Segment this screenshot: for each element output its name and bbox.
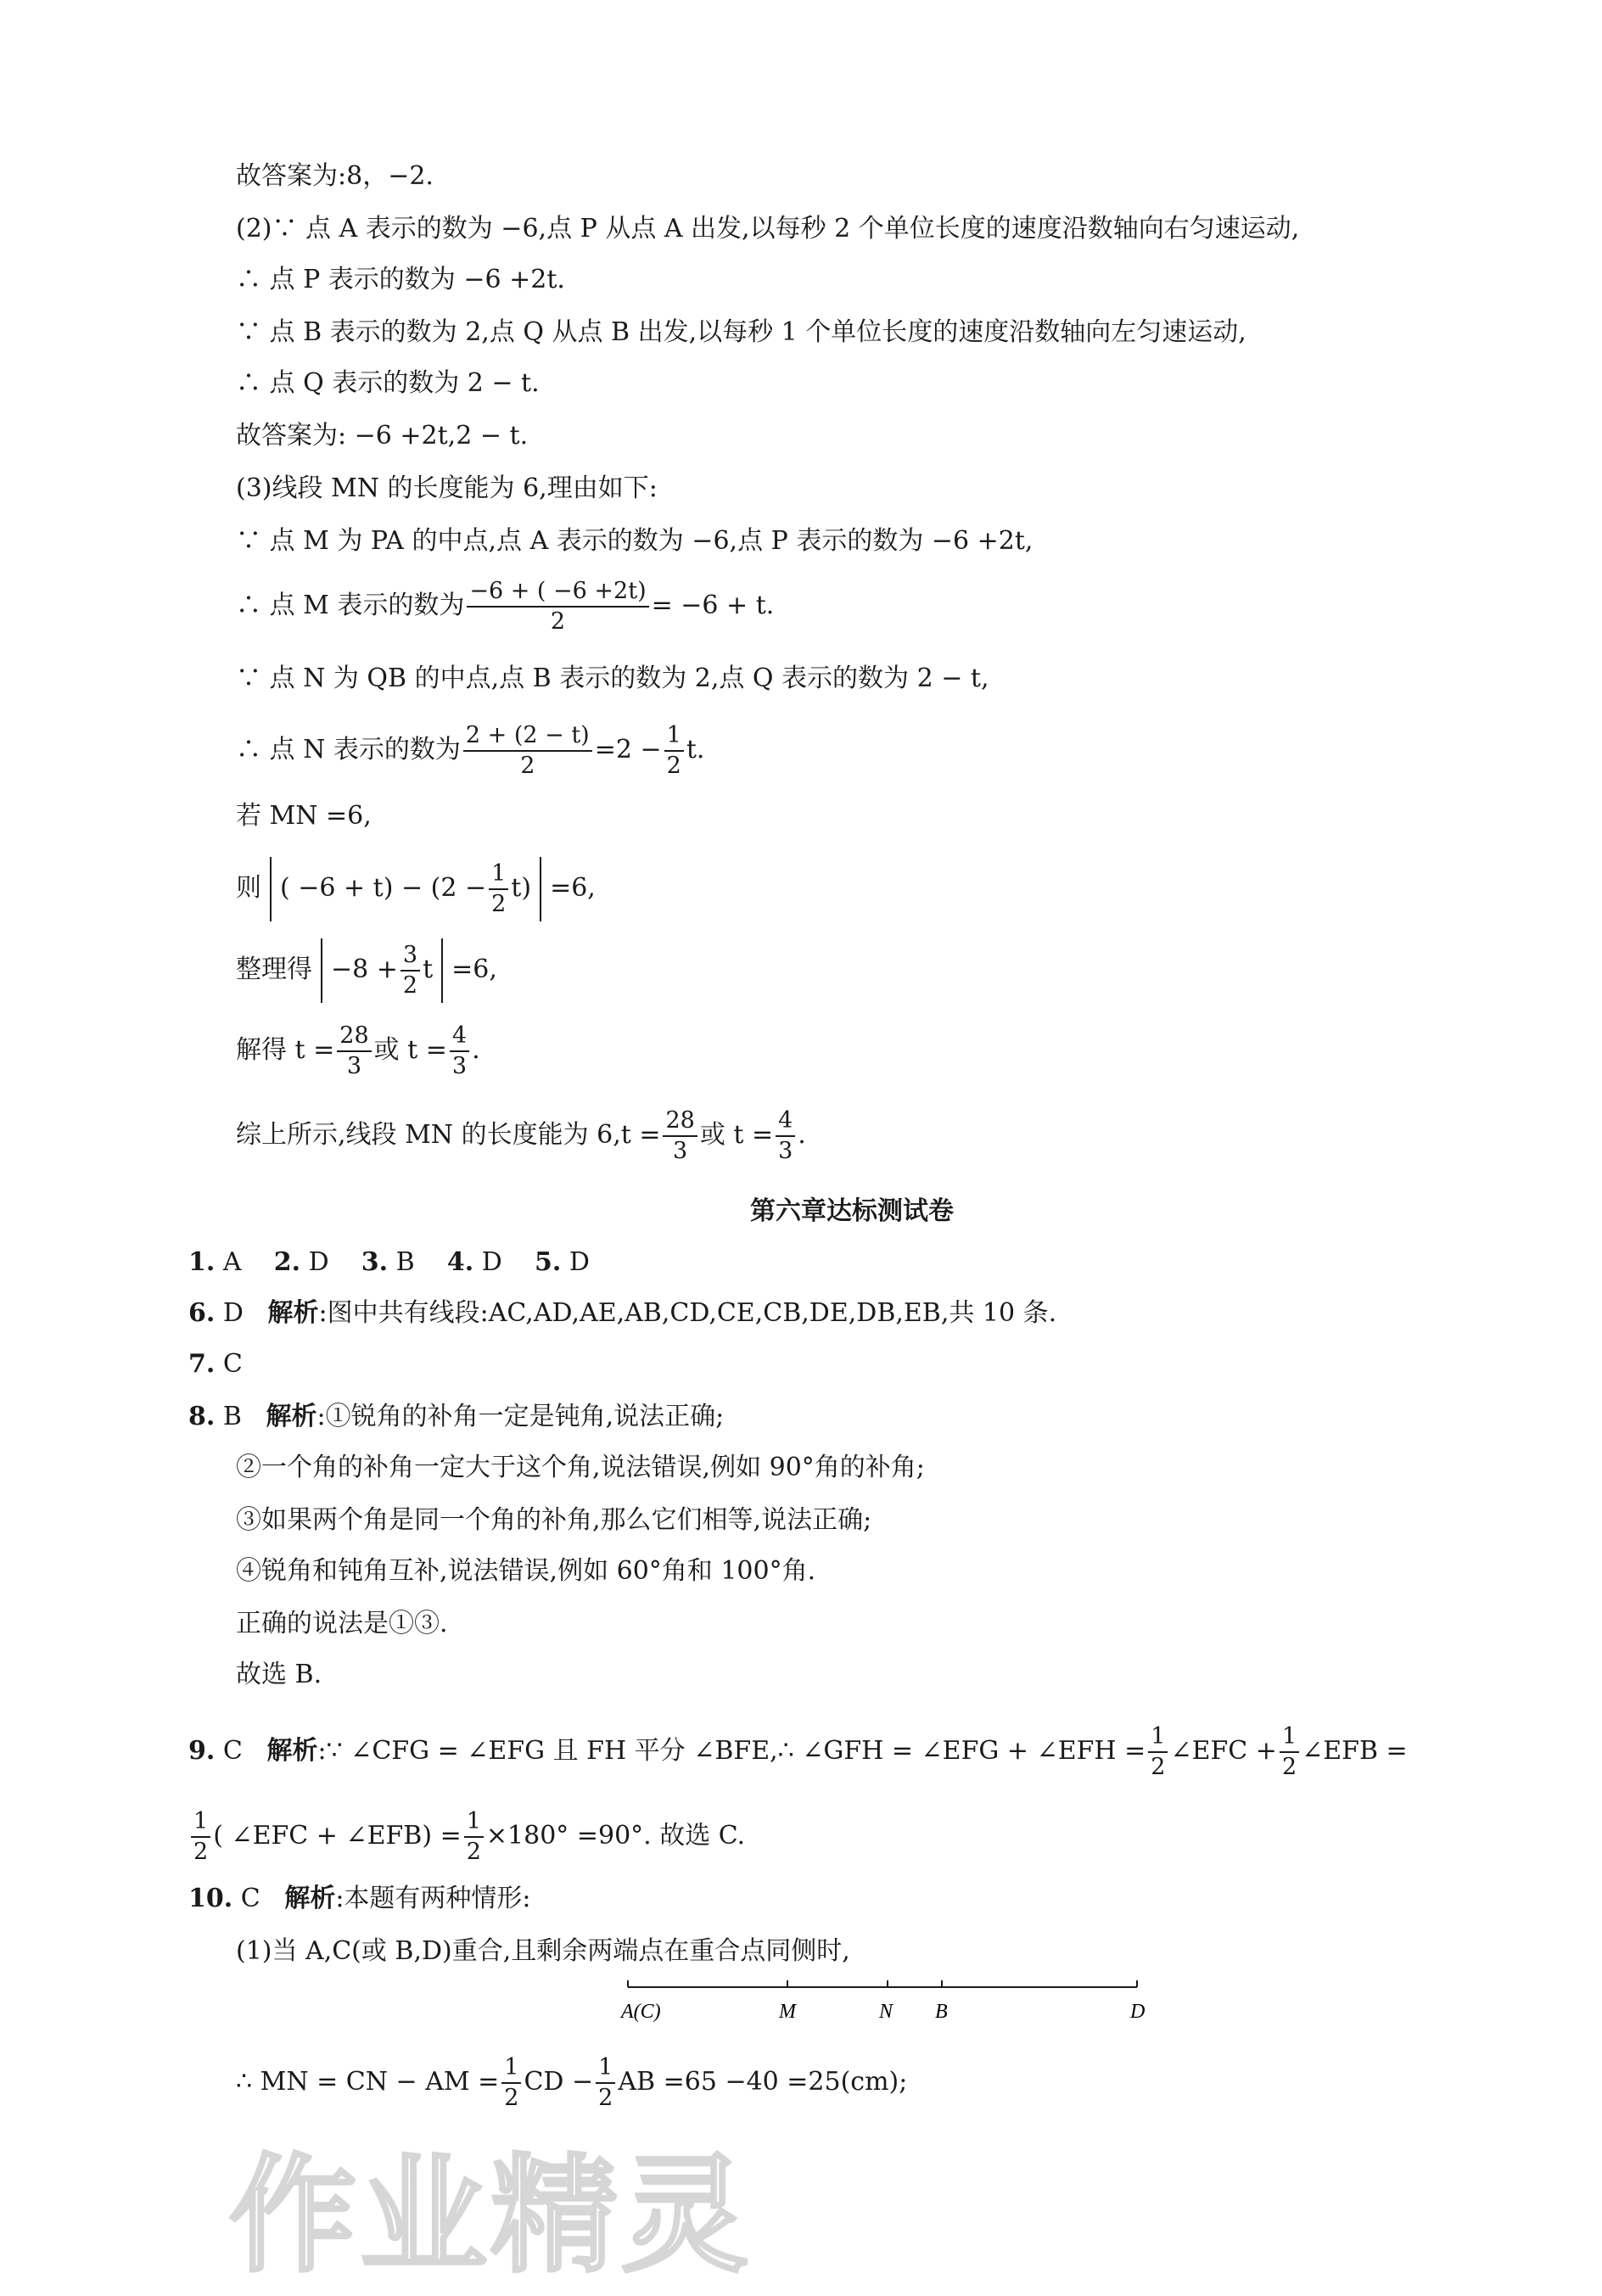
label-a: A(C) bbox=[621, 2001, 661, 2023]
fraction bbox=[467, 577, 648, 636]
denominator: 2 bbox=[598, 2085, 613, 2111]
analysis-text: :①锐角的补角一定是钝角,说法正确; bbox=[316, 1402, 725, 1431]
text-segment: ∴ 点 M 表示的数为 bbox=[236, 591, 465, 620]
numerator: 2 + (2 − t) bbox=[463, 721, 592, 752]
question-number: 1. bbox=[188, 1247, 216, 1277]
analysis-line: ③如果两个角是同一个角的补角,那么它们相等,说法正确; bbox=[236, 1505, 872, 1535]
math-line bbox=[236, 1022, 480, 1081]
question-number: 7. bbox=[188, 1349, 216, 1379]
denominator: 2 bbox=[402, 972, 418, 999]
analysis-text: ×180° =90°. 故选 C. bbox=[485, 1821, 746, 1851]
abs-bar-right bbox=[540, 857, 541, 921]
answer-value: C bbox=[222, 1349, 243, 1379]
analysis-line: 正确的说法是①③. bbox=[236, 1609, 448, 1638]
answer-row bbox=[188, 1246, 590, 1280]
abs-bar-right bbox=[441, 938, 443, 1003]
question-number: 3. bbox=[361, 1247, 389, 1277]
numerator: 1 bbox=[664, 721, 684, 752]
denominator: 3 bbox=[451, 1053, 468, 1079]
numerator: 3 bbox=[400, 941, 420, 972]
analysis-text: ∠EFC + bbox=[1170, 1736, 1277, 1766]
label-d: D bbox=[1130, 2001, 1145, 2023]
numerator: 1 bbox=[489, 860, 508, 890]
fraction bbox=[400, 941, 420, 1000]
numerator: 1 bbox=[1280, 1722, 1299, 1753]
text-segment: ∴ MN = CN − AM = bbox=[236, 2067, 500, 2097]
text-segment: 解得 t = bbox=[236, 1035, 335, 1065]
fraction bbox=[501, 2053, 521, 2113]
numerator: 1 bbox=[464, 1807, 484, 1838]
analysis-text: :图中共有线段:AC,AD,AE,AB,CD,CE,CB,DE,DB,EB,共 10 条. bbox=[318, 1298, 1057, 1328]
text-segment: =6, bbox=[451, 955, 497, 984]
text-segment: 或 t = bbox=[699, 1120, 774, 1150]
denominator: 2 bbox=[504, 2085, 519, 2111]
text-segment: −8 + bbox=[331, 955, 398, 984]
denominator: 2 bbox=[520, 753, 535, 779]
analysis-line bbox=[188, 1807, 745, 1867]
denominator: 2 bbox=[466, 1839, 481, 1865]
math-line bbox=[236, 577, 774, 636]
fraction bbox=[1280, 1722, 1299, 1782]
label-b: B bbox=[935, 2001, 948, 2023]
answer-row bbox=[188, 1722, 1408, 1782]
fraction bbox=[663, 1106, 697, 1166]
answer-value: D bbox=[481, 1247, 502, 1277]
fraction bbox=[489, 860, 508, 919]
question-number: 2. bbox=[273, 1247, 301, 1277]
math-line bbox=[236, 721, 704, 781]
analysis-line: 故选 B. bbox=[236, 1660, 322, 1689]
numerator: 4 bbox=[450, 1022, 469, 1052]
analysis-line: ②一个角的补角一定大于这个角,说法错误,例如 90°角的补角; bbox=[236, 1453, 925, 1482]
fraction bbox=[596, 2053, 615, 2113]
analysis-text: ( ∠EFC + ∠EFB) = bbox=[213, 1821, 462, 1851]
text-segment: 或 t = bbox=[373, 1035, 447, 1065]
label-m: M bbox=[779, 2001, 796, 2023]
watermark: 作业精灵 bbox=[229, 2142, 753, 2290]
question-number: 8. bbox=[188, 1402, 216, 1431]
fraction bbox=[337, 1022, 371, 1081]
question-number: 6. bbox=[188, 1298, 216, 1328]
math-line bbox=[236, 938, 497, 1003]
text-segment: 综上所示,线段 MN 的长度能为 6,t = bbox=[236, 1120, 661, 1150]
analysis-label: 解析 bbox=[284, 1884, 336, 1913]
numerator: 1 bbox=[501, 2053, 521, 2084]
math-line bbox=[236, 857, 596, 921]
denominator: 2 bbox=[193, 1839, 209, 1865]
numerator: 28 bbox=[337, 1022, 371, 1052]
text-segment: =6, bbox=[550, 873, 596, 903]
fraction bbox=[1148, 1722, 1168, 1782]
answer-value: A bbox=[222, 1247, 242, 1277]
denominator: 2 bbox=[666, 753, 681, 779]
text-line: ∴ 点 Q 表示的数为 2 − t. bbox=[236, 368, 540, 398]
analysis-line: ④锐角和钝角互补,说法错误,例如 60°角和 100°角. bbox=[236, 1556, 816, 1586]
text-line: 若 MN =6, bbox=[236, 801, 372, 831]
answer-value: B bbox=[222, 1402, 242, 1431]
numerator: 28 bbox=[663, 1106, 697, 1137]
question-number: 4. bbox=[446, 1247, 474, 1277]
text-line: 故答案为: −6 +2t,2 − t. bbox=[236, 421, 529, 451]
answer-value: B bbox=[395, 1247, 415, 1277]
fraction bbox=[776, 1106, 795, 1166]
answer-value: C bbox=[240, 1884, 260, 1913]
math-line bbox=[236, 2053, 907, 2113]
analysis-label: 解析 bbox=[266, 1402, 317, 1431]
text-segment: t bbox=[423, 955, 434, 984]
answer-value: C bbox=[222, 1736, 243, 1766]
analysis-label: 解析 bbox=[266, 1736, 318, 1766]
denominator: 3 bbox=[346, 1053, 362, 1079]
abs-bar-left bbox=[321, 938, 322, 1003]
answer-row bbox=[188, 1882, 531, 1916]
text-segment: ∴ 点 N 表示的数为 bbox=[236, 735, 461, 764]
text-segment: 整理得 bbox=[236, 955, 312, 984]
segment-diagram bbox=[611, 1977, 1154, 2045]
numerator: 1 bbox=[1148, 1722, 1168, 1753]
numerator: 1 bbox=[191, 1807, 210, 1838]
text-line: ∴ 点 P 表示的数为 −6 +2t. bbox=[236, 265, 565, 294]
analysis-text: :∵ ∠CFG = ∠EFG 且 FH 平分 ∠BFE,∴ ∠GFH = ∠EFG + ∠EFH = bbox=[317, 1736, 1146, 1766]
fraction bbox=[450, 1022, 469, 1081]
answer-row bbox=[188, 1296, 1056, 1330]
text-line: (3)线段 MN 的长度能为 6,理由如下: bbox=[236, 473, 658, 503]
numerator: 1 bbox=[596, 2053, 615, 2084]
denominator: 3 bbox=[778, 1138, 793, 1164]
answer-value: D bbox=[308, 1247, 329, 1277]
fraction bbox=[463, 721, 592, 781]
text-segment: t) bbox=[511, 873, 532, 903]
text-segment: CD − bbox=[524, 2067, 594, 2097]
analysis-line: (1)当 A,C(或 B,D)重合,且剩余两端点在重合点同侧时, bbox=[236, 1936, 850, 1966]
text-line: 故答案为:8，−2. bbox=[236, 161, 434, 191]
answer-value: D bbox=[222, 1298, 244, 1328]
text-segment: ( −6 + t) − (2 − bbox=[280, 873, 487, 903]
text-segment: = −6 + t. bbox=[651, 591, 775, 620]
answer-row bbox=[188, 1347, 243, 1381]
fraction bbox=[191, 1807, 210, 1867]
text-segment: . bbox=[472, 1035, 480, 1065]
text-segment: AB =65 −40 =25(cm); bbox=[618, 2067, 908, 2097]
label-n: N bbox=[879, 2001, 893, 2023]
text-line: (2)∵ 点 A 表示的数为 −6,点 P 从点 A 出发,以每秒 2 个单位长度的速度沿数轴向右匀速运动, bbox=[236, 214, 1300, 244]
denominator: 2 bbox=[1281, 1754, 1297, 1780]
math-line bbox=[236, 1106, 806, 1166]
answer-value: D bbox=[569, 1247, 590, 1277]
fraction bbox=[464, 1807, 484, 1867]
answer-row bbox=[188, 1400, 724, 1434]
text-line: ∵ 点 N 为 QB 的中点,点 B 表示的数为 2,点 Q 表示的数为 2 − t, bbox=[236, 664, 989, 693]
analysis-text: :本题有两种情形: bbox=[335, 1884, 531, 1913]
denominator: 2 bbox=[1151, 1754, 1166, 1780]
numerator: −6 + ( −6 +2t) bbox=[467, 577, 648, 608]
text-line: ∵ 点 M 为 PA 的中点,点 A 表示的数为 −6,点 P 表示的数为 −6 +2t, bbox=[236, 526, 1033, 556]
text-segment: . bbox=[798, 1120, 806, 1150]
numerator: 4 bbox=[776, 1106, 795, 1137]
section-title: 第六章达标测试卷 bbox=[750, 1196, 954, 1226]
question-number: 5. bbox=[534, 1247, 562, 1277]
fraction bbox=[664, 721, 684, 781]
denominator: 2 bbox=[491, 891, 507, 917]
denominator: 3 bbox=[673, 1138, 688, 1164]
text-segment: t. bbox=[686, 735, 705, 764]
question-number: 10. bbox=[188, 1884, 233, 1913]
analysis-text: ∠EFB = bbox=[1302, 1736, 1408, 1766]
text-line: ∵ 点 B 表示的数为 2,点 Q 从点 B 出发,以每秒 1 个单位长度的速度沿数轴向左匀速运动, bbox=[236, 317, 1246, 347]
text-segment: 则 bbox=[236, 873, 261, 903]
text-segment: =2 − bbox=[594, 735, 662, 764]
question-number: 9. bbox=[188, 1736, 216, 1766]
analysis-label: 解析 bbox=[267, 1298, 319, 1328]
denominator: 2 bbox=[550, 608, 566, 635]
abs-bar-left bbox=[270, 857, 272, 921]
